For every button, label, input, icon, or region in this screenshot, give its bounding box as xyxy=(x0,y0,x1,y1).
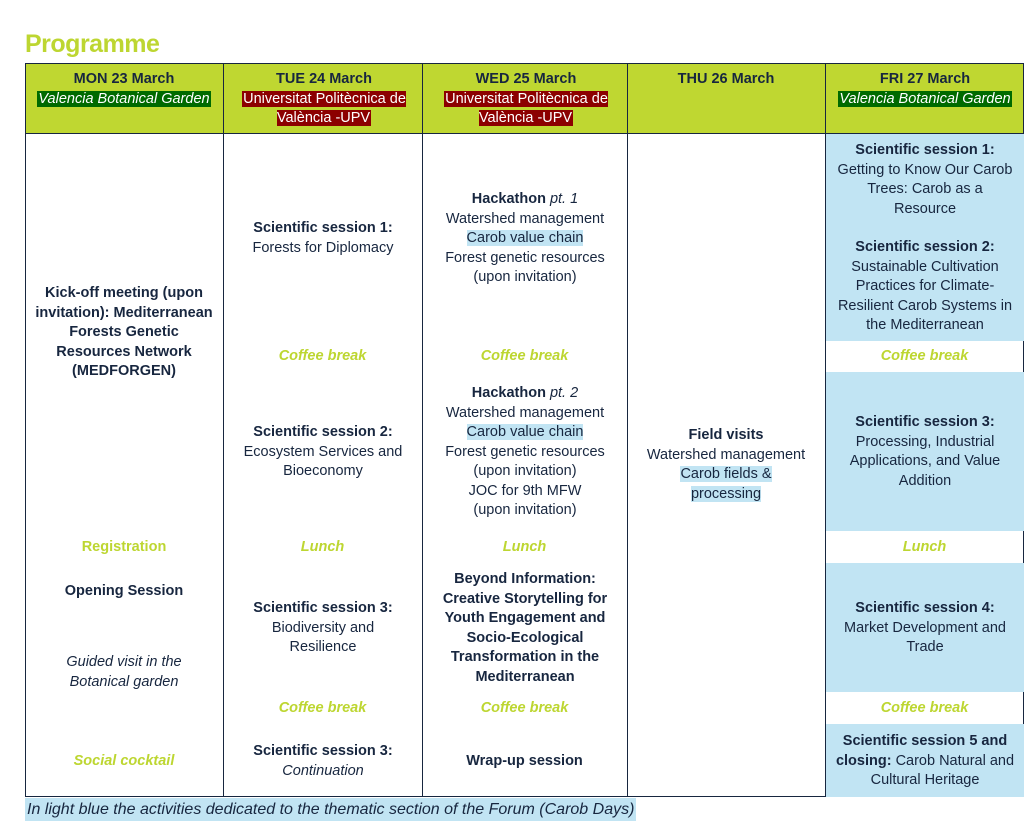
mon-guided: Guided visit in the Botanical garden xyxy=(66,654,182,690)
fri-lunch: Lunch xyxy=(902,539,947,555)
header-thu: THU 26 March xyxy=(677,71,775,87)
tue-session-1: Scientific session 1: Forests for Diplomacy xyxy=(252,220,394,256)
mon-registration: Registration xyxy=(81,539,167,555)
fri-session-4: Scientific session 4: Market Development and Trade xyxy=(844,600,1006,655)
wed-hackathon-1: Hackathon pt. 1 Watershed management Carob value chain Forest genetic resources (upon invitation) xyxy=(445,191,605,285)
tue-session-3-cont: Scientific session 3: Continuation xyxy=(253,743,393,779)
fri-session-1: Scientific session 1: Getting to Know Our Carob Trees: Carob as a Resource xyxy=(837,142,1013,217)
header-wed: WED 25 March Universitat Politècnica de València -UPV xyxy=(445,71,608,126)
wed-wrapup: Wrap-up session xyxy=(466,753,583,769)
wed-lunch: Lunch xyxy=(502,539,547,555)
wed-beyond: Beyond Information: Creative Storytelling for Youth Engagement and Socio-Ecological Transformation in the Mediterranean xyxy=(442,571,608,685)
fri-coffee: Coffee break xyxy=(880,348,969,364)
fri-session-5: Scientific session 5 and closing: Carob Natural and Cultural Heritage xyxy=(835,733,1015,788)
tue-session-2: Scientific session 2: Ecosystem Services and Bioeconomy xyxy=(243,424,403,479)
tue-coffee: Coffee break xyxy=(278,348,367,364)
wed-coffee: Coffee break xyxy=(480,348,569,364)
mon-kickoff: Kick-off meeting (upon invitation): Mediterranean Forests Genetic Resources Network (MEDFORGEN) xyxy=(35,285,213,379)
fri-session-3: Scientific session 3: Processing, Industrial Applications, and Value Addition xyxy=(849,414,1001,489)
wed-coffee-2: Coffee break xyxy=(480,700,569,716)
tue-lunch: Lunch xyxy=(300,539,345,555)
header-mon: MON 23 March Valencia Botanical Garden xyxy=(38,71,210,107)
wed-hackathon-2: Hackathon pt. 2 Watershed management Carob value chain Forest genetic resources (upon invitation) JOC for 9th MFW (upon invitation) xyxy=(445,385,605,518)
tue-session-3: Scientific session 3: Biodiversity and Resilience xyxy=(253,600,393,655)
mon-cocktail: Social cocktail xyxy=(73,753,175,769)
fri-coffee-2: Coffee break xyxy=(880,700,969,716)
header-tue: TUE 24 March Universitat Politècnica de València -UPV xyxy=(243,71,406,126)
page-title: Programme xyxy=(25,30,160,58)
thu-field-visits: Field visits Watershed management Carob fields & processing xyxy=(646,427,806,502)
fri-session-2: Scientific session 2: Sustainable Cultivation Practices for Climate-Resilient Carob Systems in the Mediterranean xyxy=(837,239,1013,333)
tue-coffee-2: Coffee break xyxy=(278,700,367,716)
mon-opening: Opening Session xyxy=(64,583,184,599)
header-fri: FRI 27 March Valencia Botanical Garden xyxy=(839,71,1011,107)
footer-note: In light blue the activities dedicated to the thematic section of the Forum (Carob Days) xyxy=(25,798,636,821)
